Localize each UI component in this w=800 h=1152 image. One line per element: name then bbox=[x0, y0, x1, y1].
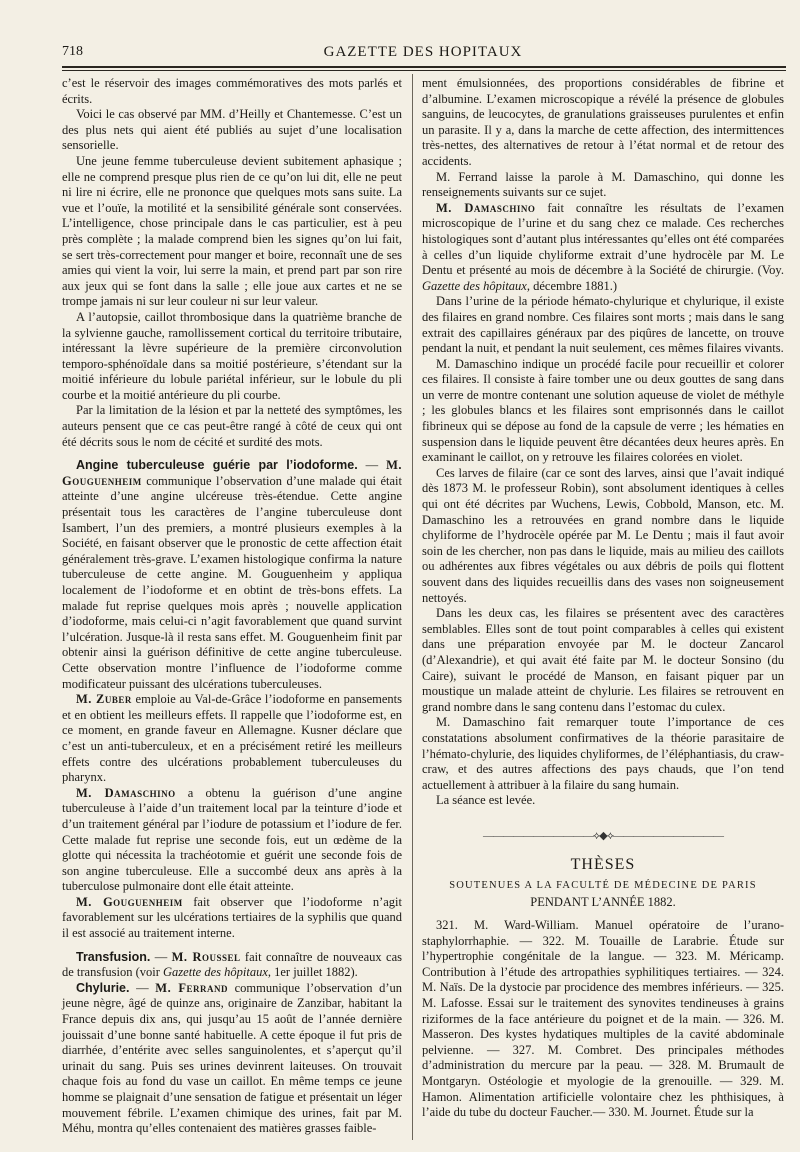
section-text: a obtenu la guérison d’une angine tuberculeuse à l’aide d’un traitement local par la teinture d’iode et d’un traitement général par l’iodure de potassium et l’iodure de fer. Cette malade fut reprise une seconde fois, eut un œdème de la glotte qui nécessita la trachéotomie et guérit une seconde fois de son angine tuberculeuse. Elle a succombé deux ans après à la tuberculose pulmonaire dont elle était atteinte. bbox=[62, 785, 403, 894]
paragraph: Une jeune femme tuberculeuse devient subitement aphasique ; elle ne comprend presque plus rien de ce qu’on lui dit, elle ne peut ni lire ni écrire, elle ne prononce que quelques mots sans suite. La vue et l’ouïe, la motilité et la sensibilité générale sont conservées. L’intelligence, chose principale dans le cas particulier, est à peu près complète ; la malade comprend bien les signes qu’on lui fait, se sert très-correctement pour manger et boire, reconnaît une de ses amies qui vient la voir, lui serre la main, et prend part par son rire aux jeux qui se font dans la salle ; elle joue aux cartes et ne se trompe jamais ni sur leur couleur ni sur leur valeur. bbox=[62, 153, 402, 309]
paragraph: La séance est levée. bbox=[436, 793, 536, 808]
paragraph: A l’autopsie, caillot thrombosique dans la quatrième branche de la sylvienne gauche, ramollissement cortical du territoire tributaire, intéressant la lèvre supérieure de la première circonvolution temporo-sphénoïdale dans sa moitié postérieure, s’étendant sur la moitié inférieure du lobule pariétal inférieur, sur le lobule du pli courbe et la moitié antérieure du pli courbe. bbox=[62, 309, 402, 402]
paragraph: c’est le réservoir des images commémoratives des mots parlés et écrits. bbox=[62, 76, 402, 106]
section-angine: Angine tuberculeuse guérie par l’iodoforme. — M. Gouguenheim communique l’observation d’une malade qui était atteinte d’une angine ulcéreuse très-étendue. Cette angine présentait tous les caractères de l’angine tuberculeuse dont Isambert, l’un des premiers, a montré plusieurs exemples à la Société, en faisant observer que le pronostic de cette affection était généralement très-grave. L’examen histologique confirma la nature tuberculeuse de cette angine. M. Gouguenheim y appliqua localement de l’iodoforme et en obtint de très-bons effets. La malade fut reprise quelques mois après ; nouvelle application d’iodoforme, mais celui-ci n’agit favorablement que quand survint l’ulcération. Jusque-là il resta sans effet. M. Gouguenheim finit par obtenir ainsi la guérison définitive de cette angine tuberculeuse. Cette observation montre l’influence de l’iodoforme comme modificateur puissant des ulcérations tuberculeuses. bbox=[62, 458, 403, 691]
theses-title: THÈSES bbox=[570, 855, 636, 873]
right-column bbox=[422, 76, 784, 1121]
section-text: communique l’observation d’une malade qui était atteinte d’une angine ulcéreuse très-étendue. Cette angine présentait tous les caractères de l’angine tuberculeuse dont Isambert, l’un des premiers, a montré plusieurs exemples à la Société, en faisant observer que le pronostic de cette affection était généralement très-grave. L’examen histologique confirma la nature tuberculeuse de cette angine. M. Gouguenheim y appliqua localement de l’iodoforme et en obtint de très-bons effets. La malade fut reprise quelques mois après ; nouvelle application d’iodoforme, mais celui-ci n’agit favorablement que quand survint l’ulcération. Jusque-là il resta sans effet. M. Gouguenheim finit par obtenir ainsi la guérison définitive de cette angine tuberculeuse. Cette observation montre l’influence de l’iodoforme comme modificateur puissant des ulcérations tuberculeuses. bbox=[62, 473, 402, 691]
journal-title: Gazette des hôpitaux bbox=[163, 965, 268, 980]
author-name: M. Gouguenheim bbox=[76, 894, 183, 909]
author-name: M. Zuber bbox=[76, 692, 132, 707]
section-gouguenheim bbox=[62, 895, 402, 942]
paragraph: M. Damaschino indique un procédé facile pour recueillir et colorer ces filaires. Il consiste à faire tomber une ou deux gouttes de sang dans un verre de montre contenant une solution aqueuse de violet de méthyle ; les globules blancs et les filaires sont emprisonnés dans le caillot fibrineux qui se dépose au fond de la capsule de verre ; les hématies en suspension dans le liquide peuvent être décantées deux heures après. En examinant le caillot, on y retrouve les filaires colorées en violet. bbox=[422, 356, 784, 465]
paragraph: M. Ferrand laisse la parole à M. Damaschino, qui donne les renseignements suivants sur ce sujet. bbox=[422, 169, 784, 200]
ornament-divider: ———————————⟡◆⟡——————————— bbox=[482, 829, 723, 842]
section-title: Chylurie. bbox=[76, 980, 130, 995]
section-text: fait connaître les résultats de l’examen microscopique de l’urine et du sang chez ce malade. Ces recherches histologiques sont d’autant plus intéressantes qu’elles ont été comparées à celles d’un liquide chyliforme extrait d’une hydrocèle par M. Le Dentu et présenté au mois de décembre à la Société de chirurgie. (Voy. bbox=[422, 200, 784, 278]
author-name: M. Roussel bbox=[171, 949, 241, 964]
running-title: GAZETTE DES HOPITAUX bbox=[323, 44, 523, 60]
theses-subtitle: SOUTENUES A LA FACULTÉ DE MÉDECINE DE PARIS bbox=[449, 880, 757, 892]
section-title: Angine tuberculeuse guérie par l’iodoforme. bbox=[76, 458, 358, 473]
theses-list: 321. M. Ward-William. Manuel opératoire de l’urano-staphylorrhaphie. — 322. M. Touaille de Larabrie. Étude sur l’hypertrophie congénitale de la langue. — 323. M. Méricamp. Contribution à l’étude des artropathies syphilitiques tertiaires. — 324. M. Naïs. De la dystocie par procidence des membres inférieurs. — 325. M. Lafosse. Essai sur le traitement des synovites tendineuses à grains riziformes de la face antérieure du poignet et de la main. — 326. M. Masseron. Des kystes hydatiques multiples de la cavité abdominale pelvienne. — 327. M. Combret. Des principales méthodes d’administration du mercure par la peau. — 328. M. Brumault de Montgaryn. Ostéologie et myologie de la grenouille. — 329. M. Hamon. Alimentation artificielle volontaire chez les phthisiques, à l’aide du tube du docteur Faucher.— 330. M. Journet. Étude sur la bbox=[422, 918, 784, 1120]
section-zuber bbox=[62, 692, 402, 786]
section-text: communique l’observation d’un jeune nègre, âgé de quinze ans, originaire de Zanzibar, habitant la France depuis dix ans, qui jusqu’au 15 août de l’année dernière jouissait d’une bonne santé habituelle. A cette époque il fut pris de diarrhée, d’entérite avec selles sanguinolentes, et s’aperçut qu’il urinait du sang. Puis ses urines devinrent laiteuses. On trouvait chaque fois au fond du vase un caillot. En même temps ce jeune homme se plaignait d’une sensation de fatigue et présentait un léger mouvement fébrile. L’examen chimique des urines, fait par M. Méhu, montra qu’elles contenaient des matières grasses faible- bbox=[62, 980, 403, 1136]
header-rule-thick bbox=[62, 66, 786, 68]
paragraph: Dans les deux cas, les filaires se présentent avec des caractères semblables. Elles sont de tout point comparables à celles qui existent dans une préparation envoyée par M. le docteur Zancarol (d’Alexandrie), et qui avait été faite par M. le docteur Sonsino (du Caire), suivant le procédé de Manson, en faisant piquer par un moustique un malade atteint de chylurie. Les filaires se retrouvent en grand nombre dans le sang contenu dans l’estomac du culex. bbox=[422, 606, 784, 714]
section-text: fait observer que l’iodoforme n’agit favorablement sur les ulcérations tertiaires de la syphilis que quand il est associé au traitement interne. bbox=[62, 894, 403, 941]
paragraph: Dans l’urine de la période hémato-chylurique et chylurique, il existe des filaires en grand nombre. Ces filaires sont morts ; mais dans le sang extrait des capillaires généraux par des piqûres de lancette, on trouve pendant la nuit, et pendant la nuit seulement, ces mêmes filaires vivants. bbox=[422, 294, 784, 356]
header-rule-thin bbox=[62, 70, 786, 71]
section-transfusion: Transfusion. — M. Roussel fait connaître de nouveaux cas de transfusion (voir Gazette des hôpitaux, 1er juillet 1882). bbox=[62, 949, 403, 980]
section-text: , 1er juillet 1882). bbox=[267, 965, 358, 980]
theses-year: PENDANT L’ANNÉE 1882. bbox=[530, 895, 676, 910]
author-name: M. Damaschino bbox=[76, 785, 176, 800]
author-name: M. Ferrand bbox=[155, 980, 228, 995]
paragraph bbox=[422, 201, 784, 295]
author-name: M. Gouguenheim bbox=[62, 458, 403, 488]
author-name: M. Damaschino bbox=[436, 200, 536, 215]
paragraph: ment émulsionnées, des proportions considérables de fibrine et d’albumine. L’examen microscopique a révélé la présence de globules sanguins, de leucocytes, de granulations graisseuses purulentes et enfin un parasite. Il y a, dans la marche de cette affection, des intermittences très-nettes, des alternatives de retour à l’état normal et de retour des accidents. bbox=[422, 76, 784, 168]
section-text: , décembre 1881.) bbox=[526, 278, 618, 293]
section-text: fait connaître de nouveaux cas de transfusion (voir bbox=[62, 949, 403, 980]
section-damaschino bbox=[62, 786, 402, 895]
column-divider bbox=[412, 74, 413, 1140]
paragraph: Par la limitation de la lésion et par la netteté des symptômes, les auteurs pensent que ce cas peut-être rangé à côté de ceux qui ont été décrits sous le nom de cécité et surdité des mots. bbox=[62, 403, 402, 449]
journal-title: Gazette des hôpitaux bbox=[422, 278, 527, 293]
section-text: emploie au Val-de-Grâce l’iodoforme en pansements et en obtient les meilleurs effets. Il rappelle que l’iodoforme est, en ce moment, en grande faveur en Allemagne. Kusner déclare que c’est un anti-tuberculeux, et en a précisément retiré les meilleurs effets contre des ulcérations probablement tuberculeuses du pharynx. bbox=[62, 692, 403, 785]
section-chylurie: Chylurie. — M. Ferrand communique l’observation d’un jeune nègre, âgé de quinze ans, originaire de Zanzibar, habitant la France depuis dix ans, qui jusqu’au 15 août de l’année dernière jouissait d’une bonne santé habituelle. A cette époque il fut pris de diarrhée, d’entérite avec selles sanguinolentes, et s’aperçut qu’il urinait du sang. Puis ses urines devinrent laiteuses. On trouvait chaque fois au fond du vase un caillot. En même temps ce jeune homme se plaignait d’une sensation de fatigue et présentait un léger mouvement fébrile. L’examen chimique des urines, fait par M. Méhu, montra qu’elles contenaient des matières grasses faible- bbox=[62, 980, 403, 1136]
page-header bbox=[62, 44, 784, 64]
paragraph: M. Damaschino fait remarquer toute l’importance de ces constatations absolument confirmatives de la théorie parasitaire de l’hémato-chylurie, des liquides chyliformes, de l’éléphantiasis, du craw-craw, et des autres affections des pays chauds, que l’on tend actuellement à attribuer à la filaire du sang humain. bbox=[422, 715, 784, 792]
section-title: Transfusion. bbox=[76, 949, 151, 964]
paragraph: Ces larves de filaire (car ce sont des larves, ainsi que l’avait indiqué dès 1873 M. le professeur Robin), sont absolument identiques à celles qui ont été décrites par Wuchens, Lewis, Cobbold, Manson, etc. M. Damaschino les a retrouvées en grand nombre dans le liquide chyliforme de l’hydrocèle opérée par M. Le Dentu ; mais il faut avoir soin de les chercher, non pas dans le liquide, mais au milieu des caillots ou adhérentes aux fibres végétales ou aux débris de poils qui flottent souvent dans des liquides recueillis dans des vases non soigneusement nettoyés. bbox=[422, 465, 784, 605]
left-column bbox=[62, 76, 402, 1137]
page-number: 718 bbox=[62, 44, 83, 59]
paragraph: Voici le cas observé par MM. d’Heilly et Chantemesse. C’est un des plus nets qui aient été publiés au sujet d’une localisation sensorielle. bbox=[62, 107, 402, 153]
